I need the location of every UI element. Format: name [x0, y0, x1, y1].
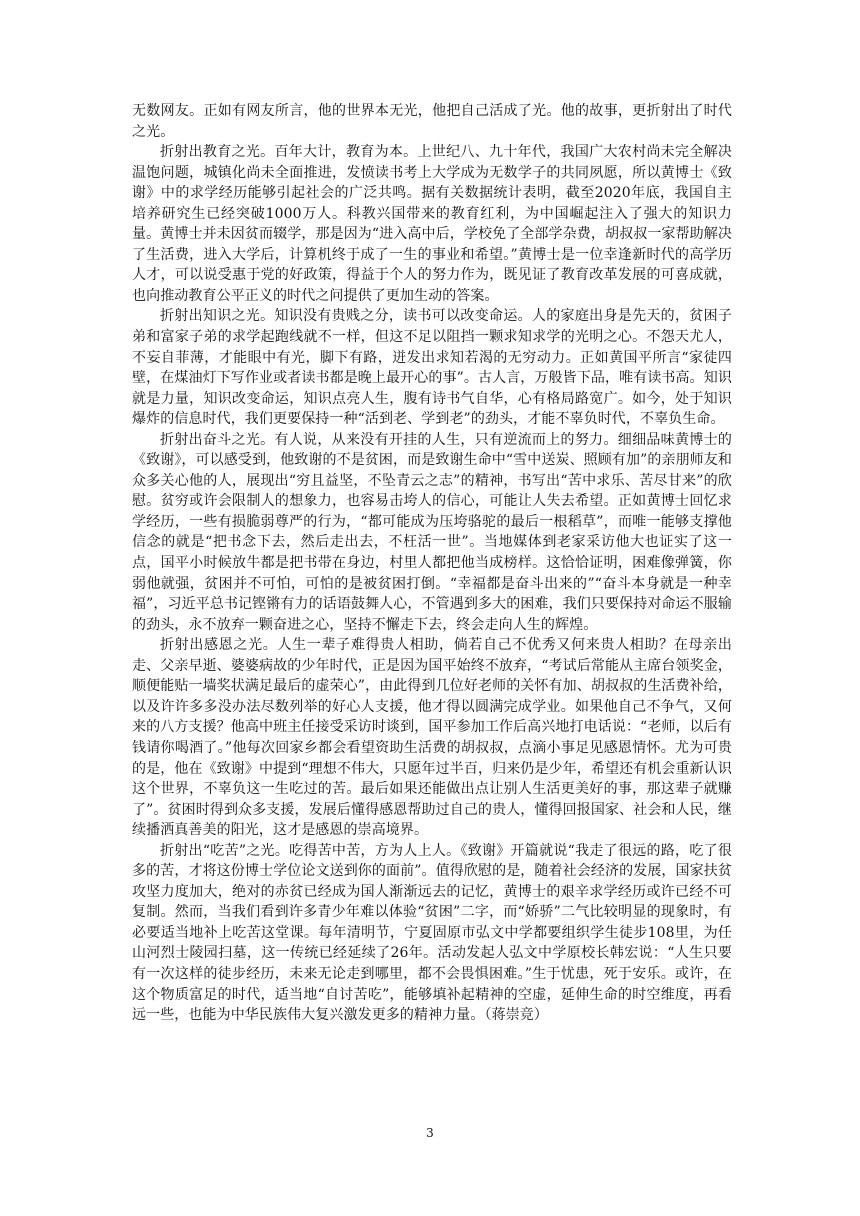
page-number: 3	[426, 1126, 434, 1140]
paragraph-hardship: 折射出“吃苦”之光。吃得苦中苦，方为人上人。《致谢》开篇就说“我走了很远的路，吃了很多的苦，才将这份博士学位论文送到你的面前”。值得欣慰的是，随着社会经济的发展，国家扶贫攻坚力度加大，绝对的赤贫已经成为国人渐渐远去的记忆，黄博士的艰辛求学经历或许已经不可复制。然而，当我们看到许多青少年难以体验“贫困”二字，而“娇骄”二气比较明显的现象时，有必要适当地补上吃苦这堂课。每年清明节，宁夏固原市弘文中学都要组织学生徒步108里，为任山河烈士陵园扫墓，这一传统已经延续了26年。活动发起人弘文中学原校长韩宏说：“人生只要有一次这样的徒步经历，未来无论走到哪里，都不会畏惧困难。”生于忧患，死于安乐。或许，在这个物质富足的时代，适当地“自讨苦吃”，能够填补起精神的空虚，延伸生命的时空维度，再看远一些，也能为中华民族伟大复兴激发更多的精神力量。（蒋崇竞）	[132, 842, 732, 1024]
article-body	[132, 101, 732, 1026]
paragraph-gratitude: 折射出感恩之光。人生一辈子难得贵人相助，倘若自己不优秀又何来贵人相助？在母亲出走、父亲早逝、婆婆病故的少年时代，正是因为国平始终不放弃，“考试后常能从主席台领奖金，顺便能贴一墙奖状满足最后的虚荣心”，由此得到几位好老师的关怀有加、胡叔叔的生活费补给，以及许许多多没办法尽数列举的好心人支援，他才得以圆满完成学业。如果他自己不争气，又何来的八方支援？他高中班主任接受采访时谈到，国平参加工作后高兴地打电话说：“老师，以后有钱请你喝酒了。”他每次回家乡都会看望资助生活费的胡叔叔，点滴小事足见感恩情怀。尤为可贵的是，他在《致谢》中提到“理想不伟大，只愿年过半百，归来仍是少年，希望还有机会重新认识这个世界，不辜负这一生吃过的苦。最后如果还能做出点让别人生活更美好的事，那这辈子就赚了”。贫困时得到众多支援，发展后懂得感恩帮助过自己的贵人，懂得回报国家、社会和人民，继续播洒真善美的阳光，这才是感恩的崇高境界。	[132, 637, 732, 839]
paragraph-knowledge: 折射出知识之光。知识没有贵贱之分，读书可以改变命运。人的家庭出身是先天的，贫困子弟和富家子弟的求学起跑线就不一样，但这不足以阻挡一颗求知求学的光明之心。不怨天尤人，不妄自菲薄，才能眼中有光，脚下有路，迸发出求知若渴的无穷动力。正如黄国平所言“家徒四壁，在煤油灯下写作业或者读书都是晚上最开心的事”。古人言，万般皆下品，唯有读书高。知识就是力量，知识改变命运，知识点亮人生，腹有诗书气自华，心有格局路宽广。如今，处于知识爆炸的信息时代，我们更要保持一种“活到老、学到老”的劲头，才能不辜负时代，不辜负生命。	[132, 308, 732, 428]
paragraph-continuation: 无数网友。正如有网友所言，他的世界本无光，他把自己活成了光。他的故事，更折射出了时代之光。	[132, 103, 732, 140]
paragraph-education: 折射出教育之光。百年大计，教育为本。上世纪八、九十年代，我国广大农村尚未完全解决温饱问题，城镇化尚未全面推进，发愤读书考上大学成为无数学子的共同夙愿，所以黄博士《致谢》中的求学经历能够引起社会的广泛共鸣。据有关数据统计表明，截至2020年底，我国自主培养研究生已经突破1000万人。科教兴国带来的教育红利，为中国崛起注入了强大的知识力量。黄博士并未因贫而辍学，那是因为“进入高中后，学校免了全部学杂费，胡叔叔一家帮助解决了生活费，进入大学后，计算机终于成了一生的事业和希望。”黄博士是一位幸逢新时代的高学历人才，可以说受惠于党的好政策，得益于个人的努力作为，既见证了教育改革发展的可喜成就，也向推动教育公平正义的时代之问提供了更加生动的答案。	[132, 144, 732, 304]
paragraph-struggle: 折射出奋斗之光。有人说，从来没有开挂的人生，只有逆流而上的努力。细细品味黄博士的《致谢》，可以感受到，他致谢的不是贫困，而是致谢生命中“雪中送炭、照顾有加”的亲朋师友和众多关心他的人，展现出“穷且益坚，不坠青云之志”的精神，书写出“苦中求乐、苦尽甘来”的欣慰。贫穷或许会限制人的想象力，也容易击垮人的信心，可能让人失去希望。正如黄博士回忆求学经历，一些有损脆弱尊严的行为，“都可能成为压垮骆驼的最后一根稻草”，而唯一能够支撑他信念的就是“把书念下去，然后走出去，不枉活一世”。当地媒体到老家采访他大也证实了这一点，国平小时候放牛都是把书带在身边，村里人都把他当成榜样。这恰恰证明，困难像弹簧，你弱他就强，贫困并不可怕，可怕的是被贫困打倒。“幸福都是奋斗出来的”“奋斗本身就是一种幸福”，习近平总书记铿锵有力的话语鼓舞人心，不管遇到多大的困难，我们只要保持对命运不服输的劲头，永不放弃一颗奋进之心，坚持不懈走下去，终会走向人生的辉煌。	[132, 431, 732, 633]
